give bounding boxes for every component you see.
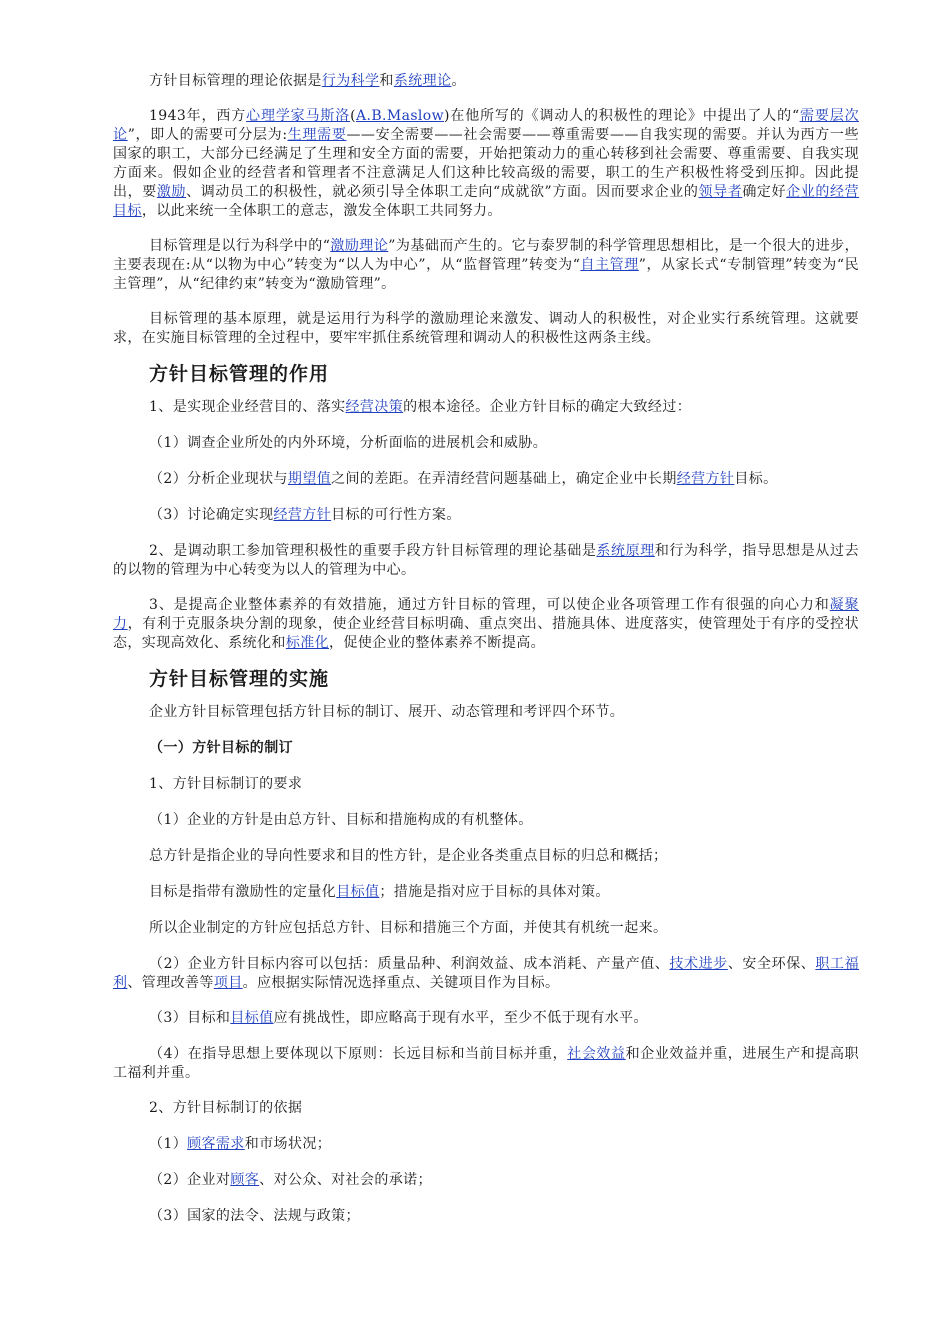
document-page xyxy=(113,72,859,1226)
paragraph-impl-2a xyxy=(113,955,859,993)
text: （4）在指导思想上要体现以下原则：长远目标和当前目标并重， xyxy=(149,1046,568,1062)
text: 、安全环保、 xyxy=(727,956,816,972)
paragraph-impl-1c xyxy=(113,883,859,902)
paragraph-impl-3 xyxy=(113,1099,859,1118)
text: （2）企业方针目标内容可以包括：质量品种、利润效益、成本消耗、产量产值、 xyxy=(149,956,670,972)
link-physiological-needs[interactable]: 生理需要 xyxy=(287,127,347,143)
link-leader[interactable]: 领导者 xyxy=(698,184,743,200)
link-business-policy[interactable]: 经营方针 xyxy=(676,471,735,487)
link-cohesion[interactable]: 凝聚力 xyxy=(113,597,859,632)
paragraph-role-1c xyxy=(113,506,859,525)
text: 目标管理是以行为科学中的“ xyxy=(149,238,331,254)
link-systems-theory[interactable]: 系统理论 xyxy=(393,73,452,89)
paragraph-impl-2b xyxy=(113,1009,859,1028)
text: 应有挑战性，即应略高于现有水平，至少不低于现有水平。 xyxy=(273,1010,648,1026)
text: 确定好 xyxy=(742,184,787,200)
text: 2、是调动职工参加管理积极性的重要手段方针目标管理的理论基础是 xyxy=(149,543,597,559)
text: ——安全需要——社会需要——尊重需要——自我实现的需要。并认为西方一些国家的职工，大部分已经满足了生理和安全方面的需要，开始把策动力的重心转移到社会需要、尊重需要、自我实现方面来。假如企业的经营者和管理者不注意满足人们这种比较高级的需要，职工的生产积极性将受到压抑。因此提出，要 xyxy=(113,127,859,200)
text: 、对公众、对社会的承诺； xyxy=(259,1172,432,1188)
link-social-benefit[interactable]: 社会效益 xyxy=(567,1046,626,1062)
paragraph-role-1 xyxy=(113,398,859,417)
link-business-policy-2[interactable]: 经营方针 xyxy=(273,507,332,523)
text: 、管理改善等 xyxy=(127,975,214,991)
link-maslow-name[interactable]: A.B.Maslow xyxy=(355,108,445,124)
paragraph-theory-basis xyxy=(113,72,859,91)
link-target-value[interactable]: 目标值 xyxy=(336,884,380,900)
text: （2）分析企业现状与 xyxy=(149,471,288,487)
paragraph-impl-1b xyxy=(113,847,859,866)
link-incentive-theory[interactable]: 激励理论 xyxy=(330,238,389,254)
paragraph-impl-intro xyxy=(113,703,859,722)
text: 所以企业制定的方针应包括总方针、目标和措施三个方面，并使其有机统一起来。 xyxy=(149,920,668,936)
text: （1）企业的方针是由总方针、目标和措施构成的有机整体。 xyxy=(149,812,533,828)
text: 和企业效益并重，进展生产和提高职工福利并重。 xyxy=(113,1046,859,1081)
link-project[interactable]: 项目 xyxy=(213,975,243,991)
link-hierarchy-of-needs[interactable]: 需要层次论 xyxy=(113,108,859,143)
paragraph-impl-3b xyxy=(113,1171,859,1190)
link-expected-value[interactable]: 期望值 xyxy=(287,471,332,487)
paragraph-impl-1d xyxy=(113,919,859,938)
text: （2）企业对 xyxy=(149,1172,231,1188)
paragraph-basic-principle xyxy=(113,310,859,348)
link-customer-demand[interactable]: 顾客需求 xyxy=(187,1136,245,1152)
text: （1） xyxy=(149,1136,188,1152)
text: 、调动员工的积极性，就必须引导全体职工走向“成就欲”方面。因而要求企业的 xyxy=(186,184,699,200)
text: （3）目标和 xyxy=(149,1010,231,1026)
text: ”为基础而产生的。它与泰罗制的科学管理思想相比，是一个很大的进步，主要表现在:从“以物为中心”转变为“以人为中心”，从“监督管理”转变为“ xyxy=(113,238,860,273)
link-self-management[interactable]: 自主管理 xyxy=(580,257,639,273)
text: 和市场状况； xyxy=(244,1136,332,1152)
paragraph-impl-3a xyxy=(113,1135,859,1154)
text: 2、方针目标制订的依据 xyxy=(149,1100,303,1116)
link-standardization[interactable]: 标准化 xyxy=(285,635,330,651)
link-behavioral-science[interactable]: 行为科学 xyxy=(321,73,380,89)
text: ( xyxy=(350,108,356,124)
link-business-goals[interactable]: 企业的经营目标 xyxy=(113,184,860,219)
text: 1、是实现企业经营目的、落实 xyxy=(149,399,346,415)
text: 目标的可行性方案。 xyxy=(331,507,461,523)
text: ；措施是指对应于目标的具体对策。 xyxy=(379,884,610,900)
paragraph-incentive-theory xyxy=(113,237,859,294)
link-system-principle[interactable]: 系统原理 xyxy=(596,543,655,559)
text: 。应根据实际情况选择重点、关键项目作为目标。 xyxy=(242,975,560,991)
text: 目标是指带有激励性的定量化 xyxy=(149,884,337,900)
text: )在他所写的《调动人的积极性的理论》中提出了人的“ xyxy=(444,108,800,124)
text: 3、是提高企业整体素养的有效措施，通过方针目标的管理，可以使企业各项管理工作有很强的向心力和 xyxy=(149,597,830,613)
paragraph-impl-3c xyxy=(113,1207,859,1226)
text: 1943年，西方 xyxy=(149,108,247,124)
link-motivation[interactable]: 激励 xyxy=(156,184,187,200)
heading-implementation: 方针目标管理的实施 xyxy=(149,668,330,690)
paragraph-role-1b xyxy=(113,470,859,489)
text: ，促使企业的整体素养不断提高。 xyxy=(329,635,546,651)
paragraph-role-1a xyxy=(113,434,859,453)
text: ”，即人的需要可分层为: xyxy=(127,127,288,143)
link-business-decision[interactable]: 经营决策 xyxy=(345,399,404,415)
text: 之间的差距。在弄清经营问题基础上，确定企业中长期 xyxy=(331,471,677,487)
paragraph-role-2 xyxy=(113,542,859,580)
text: 。 xyxy=(451,73,466,89)
text: （3）讨论确定实现 xyxy=(149,507,274,523)
text: 的根本途径。企业方针目标的确定大致经过： xyxy=(403,399,692,415)
text: （1）调查企业所处的内外环境，分析面临的进展机会和威胁。 xyxy=(149,435,548,451)
text: ，有利于克服条块分割的现象，使企业经营目标明确、重点突出、措施具体、进度落实，使管理处于有序的受控状态，实现高效化、系统化和 xyxy=(113,616,859,651)
link-customer[interactable]: 顾客 xyxy=(230,1172,260,1188)
paragraph-impl-1 xyxy=(113,775,859,794)
text: 1、方针目标制订的要求 xyxy=(149,776,303,792)
link-psychologist-maslow[interactable]: 心理学家马斯洛 xyxy=(246,108,351,124)
text: 总方针是指企业的导向性要求和目的性方针，是企业各类重点目标的归总和概括； xyxy=(149,848,668,864)
text: 方针目标管理的理论依据是 xyxy=(149,73,322,89)
paragraph-role-3 xyxy=(113,596,859,653)
link-employee-welfare[interactable]: 职工福利 xyxy=(113,956,860,991)
paragraph-impl-1a xyxy=(113,811,859,830)
paragraph-maslow xyxy=(113,107,859,221)
text: 目标管理的基本原理，就是运用行为科学的激励理论来激发、调动人的积极性，对企业实行系统管理。这就要求，在实施目标管理的全过程中，要牢牢抓住系统管理和调动人的积极性这两条主线。 xyxy=(113,311,859,346)
text: ，以此来统一全体职工的意志，激发全体职工共同努力。 xyxy=(141,203,502,219)
text: 和 xyxy=(379,73,394,89)
text: 目标。 xyxy=(734,471,778,487)
heading-role: 方针目标管理的作用 xyxy=(149,363,330,385)
text: 企业方针目标管理包括方针目标的制订、展开、动态管理和考评四个环节。 xyxy=(149,704,625,720)
paragraph-impl-2c xyxy=(113,1045,859,1083)
text: （3）国家的法令、法规与政策； xyxy=(149,1208,360,1224)
link-tech-progress[interactable]: 技术进步 xyxy=(669,956,728,972)
subheading-formulation: （一）方针目标的制订 xyxy=(149,740,293,756)
text: ”，从家长式“专制管理”转变为“民主管理”，从“纪律约束”转变为“激励管理”。 xyxy=(113,257,860,292)
text: 和行为科学，指导思想是从过去的以物的管理为中心转变为以人的管理为中心。 xyxy=(113,543,859,578)
link-target-value-2[interactable]: 目标值 xyxy=(230,1010,274,1026)
